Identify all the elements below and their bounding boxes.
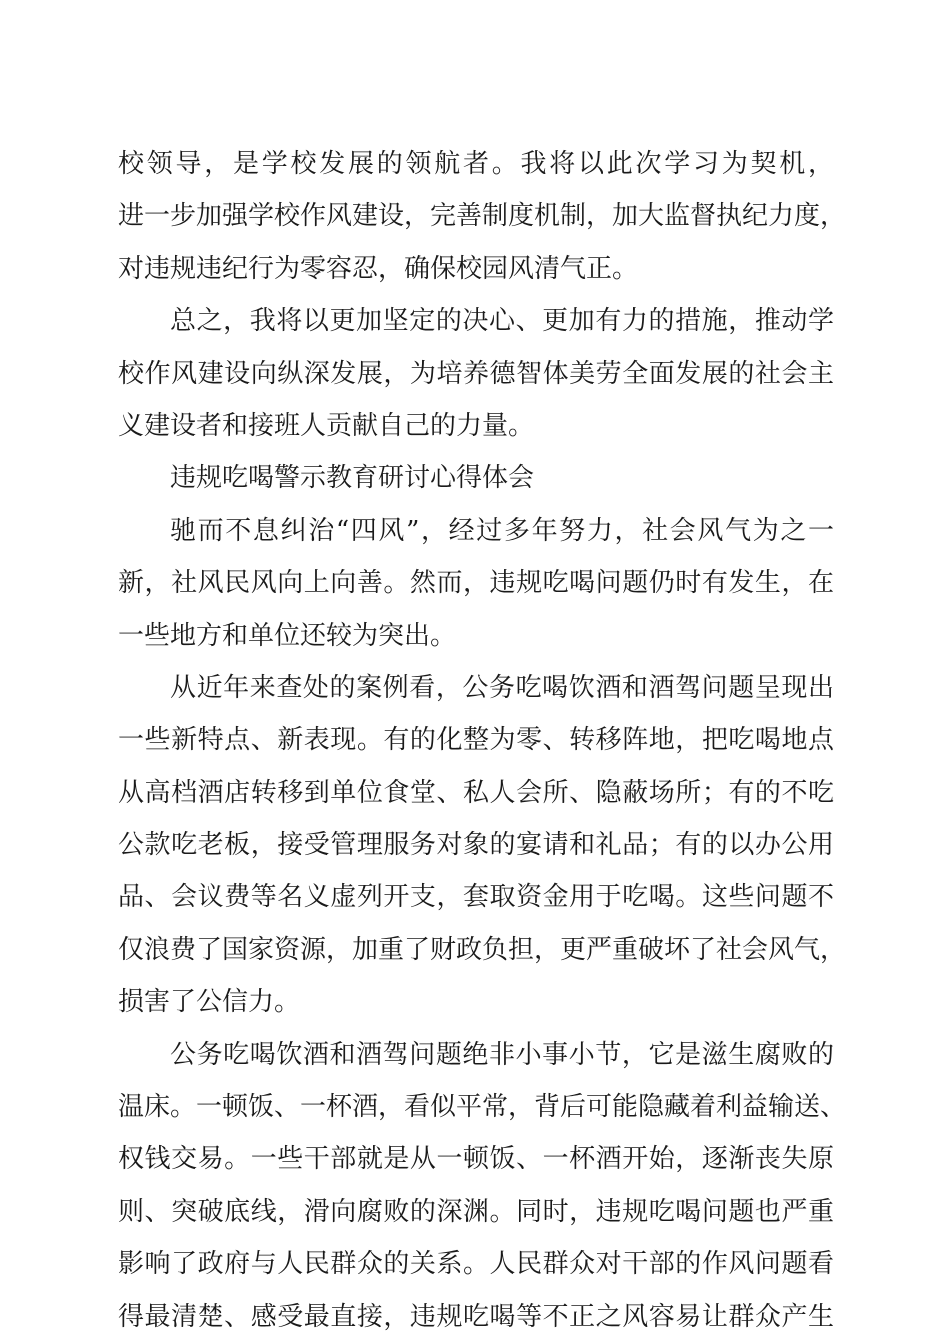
body-line: 则、突破底线，滑向腐败的深渊。同时，违规吃喝问题也严重 (118, 1196, 834, 1227)
body-line: 新，社风民风向上向善。然而，违规吃喝问题仍时有发生，在 (118, 568, 834, 599)
body-line: 总之，我将以更加坚定的决心、更加有力的措施，推动学 (170, 306, 834, 337)
body-line: 校作风建设向纵深发展，为培养德智体美劳全面发展的社会主 (118, 358, 834, 389)
body-line: 进一步加强学校作风建设，完善制度机制，加大监督执纪力度， (118, 201, 847, 232)
section-title: 违规吃喝警示教育研讨心得体会 (170, 463, 535, 494)
body-line: 公款吃老板，接受管理服务对象的宴请和礼品；有的以办公用 (118, 830, 834, 861)
body-line: 从近年来查处的案例看，公务吃喝饮酒和酒驾问题呈现出 (170, 672, 834, 703)
body-line: 权钱交易。一些干部就是从一顿饭、一杯酒开始，逐渐丧失原 (118, 1144, 834, 1175)
body-line: 一些新特点、新表现。有的化整为零、转移阵地，把吃喝地点 (118, 725, 834, 756)
body-line: 公务吃喝饮酒和酒驾问题绝非小事小节，它是滋生腐败的 (170, 1039, 834, 1070)
body-line: 得最清楚、感受最直接，违规吃喝等不正之风容易让群众产生 (118, 1301, 834, 1332)
body-line: 影响了政府与人民群众的关系。人民群众对干部的作风问题看 (118, 1249, 834, 1280)
document-body (118, 138, 847, 1343)
body-line: 品、会议费等名义虚列开支，套取资金用于吃喝。这些问题不 (118, 882, 834, 913)
body-line: 对违规违纪行为零容忍，确保校园风清气正。 (118, 253, 639, 284)
body-line: 义建设者和接班人贡献自己的力量。 (118, 410, 535, 441)
body-line: 损害了公信力。 (118, 987, 301, 1018)
body-line: 温床。一顿饭、一杯酒，看似平常，背后可能隐藏着利益输送、 (118, 1092, 847, 1123)
body-line: 校领导，是学校发展的领航者。我将以此次学习为契机， (118, 149, 834, 179)
body-line: 仅浪费了国家资源，加重了财政负担，更严重破坏了社会风气， (118, 934, 847, 965)
body-line: 驰而不息纠治“四风”，经过多年努力，社会风气为之一 (170, 515, 834, 546)
body-line: 从高档酒店转移到单位食堂、私人会所、隐蔽场所；有的不吃 (118, 777, 834, 808)
body-line: 一些地方和单位还较为突出。 (118, 620, 457, 651)
